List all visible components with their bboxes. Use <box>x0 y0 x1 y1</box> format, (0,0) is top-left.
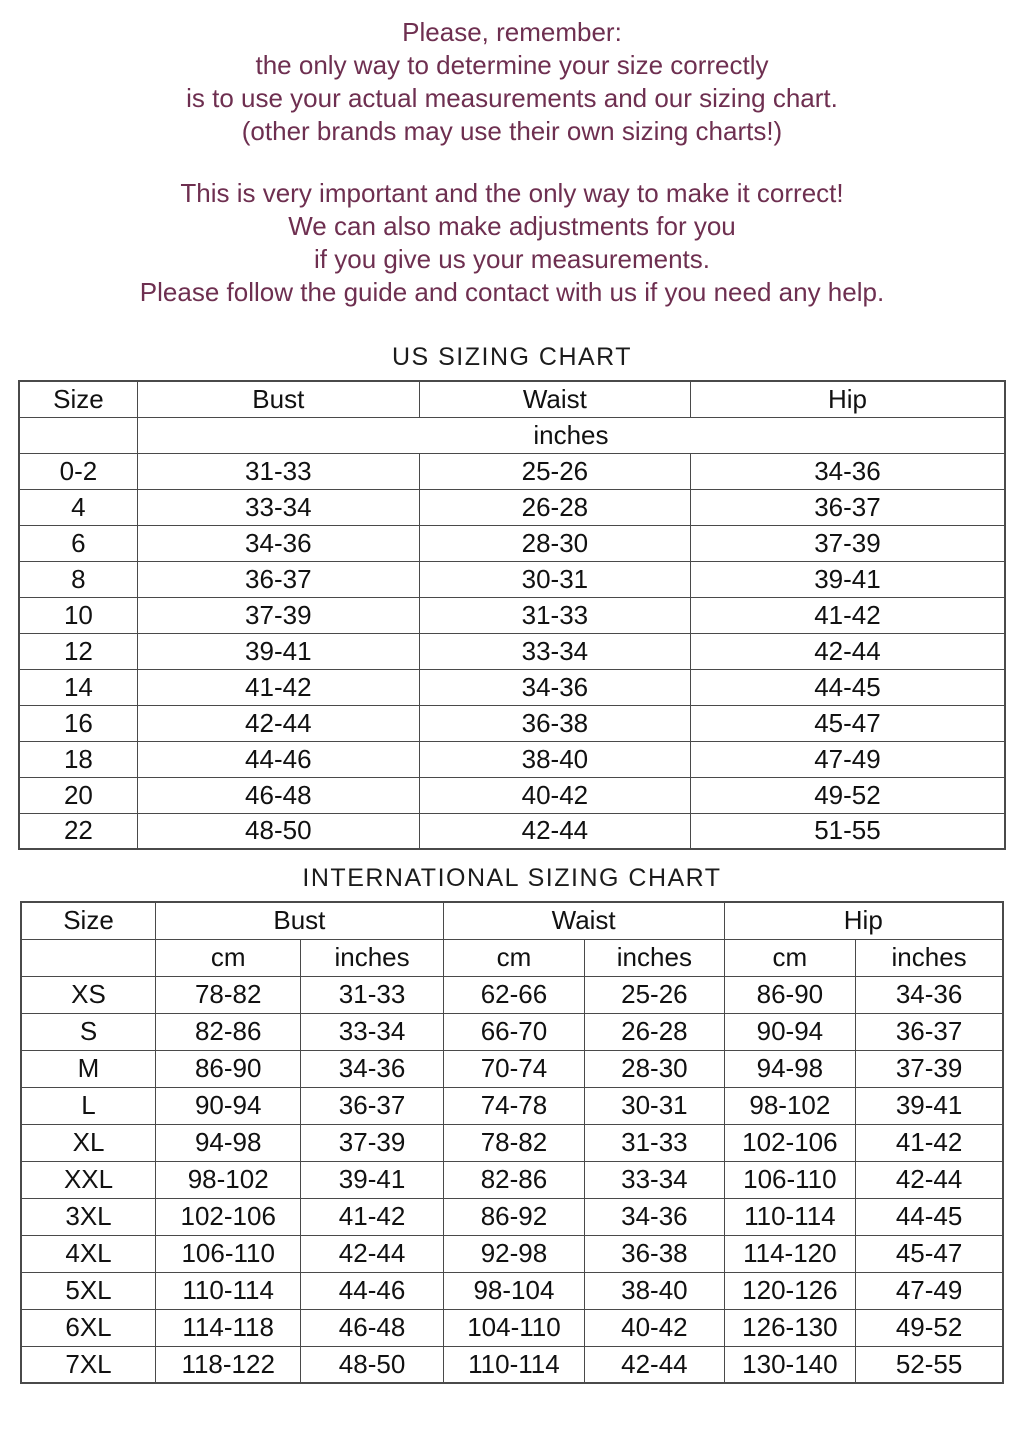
us-col-header-bust: Bust <box>137 381 419 417</box>
intl-hip-inches-cell: 44-45 <box>856 1198 1003 1235</box>
intl-waist-cm-cell: 86-92 <box>443 1198 584 1235</box>
us-bust-cell: 36-37 <box>137 561 419 597</box>
us-bust-cell: 48-50 <box>137 813 419 849</box>
us-col-header-waist: Waist <box>419 381 690 417</box>
intl-sizing-table <box>20 901 1004 1384</box>
intl-bust-inches-cell: 36-37 <box>301 1087 443 1124</box>
intl-bust-inches-cell: 33-34 <box>301 1013 443 1050</box>
intl-hip-inches-cell: 36-37 <box>856 1013 1003 1050</box>
us-size-cell: 10 <box>19 597 137 633</box>
intl-bust-inches-cell: 39-41 <box>301 1161 443 1198</box>
intl-col-header-hip: Hip <box>724 902 1003 939</box>
intl-hip-inches-cell: 39-41 <box>856 1087 1003 1124</box>
intl-unit-hip-cm: cm <box>724 939 856 976</box>
intl-col-header-size: Size <box>21 902 156 939</box>
intl-unit-row-empty-cell <box>21 939 156 976</box>
intro-line: if you give us your measurements. <box>314 244 710 274</box>
intl-row <box>21 1124 1003 1161</box>
intl-unit-bust-inches: inches <box>301 939 443 976</box>
intl-row <box>21 1013 1003 1050</box>
us-bust-cell: 34-36 <box>137 525 419 561</box>
us-size-cell: 6 <box>19 525 137 561</box>
intl-bust-inches-cell: 31-33 <box>301 976 443 1013</box>
intl-waist-cm-cell: 104-110 <box>443 1309 584 1346</box>
intl-size-cell: 4XL <box>21 1235 156 1272</box>
intl-bust-cm-cell: 118-122 <box>156 1346 301 1383</box>
us-size-cell: 22 <box>19 813 137 849</box>
intro-line: This is very important and the only way to make it correct! <box>180 178 844 208</box>
us-header-row <box>19 381 1005 417</box>
intl-waist-inches-cell: 42-44 <box>585 1346 724 1383</box>
intl-size-cell: XXL <box>21 1161 156 1198</box>
intl-hip-inches-cell: 45-47 <box>856 1235 1003 1272</box>
intl-row <box>21 1272 1003 1309</box>
intl-bust-inches-cell: 41-42 <box>301 1198 443 1235</box>
us-waist-cell: 38-40 <box>419 741 690 777</box>
intl-hip-inches-cell: 49-52 <box>856 1309 1003 1346</box>
intl-hip-inches-cell: 47-49 <box>856 1272 1003 1309</box>
intl-waist-cm-cell: 98-104 <box>443 1272 584 1309</box>
intl-waist-cm-cell: 70-74 <box>443 1050 584 1087</box>
us-waist-cell: 26-28 <box>419 489 690 525</box>
intl-waist-inches-cell: 38-40 <box>585 1272 724 1309</box>
us-row <box>19 669 1005 705</box>
intro-paragraph-2 <box>0 177 1024 309</box>
intro-line: We can also make adjustments for you <box>288 211 736 241</box>
intl-unit-row <box>21 939 1003 976</box>
intl-size-cell: 3XL <box>21 1198 156 1235</box>
intl-bust-cm-cell: 94-98 <box>156 1124 301 1161</box>
us-chart-title: US SIZING CHART <box>391 343 633 371</box>
intl-hip-cm-cell: 126-130 <box>724 1309 856 1346</box>
us-bust-cell: 31-33 <box>137 453 419 489</box>
intl-bust-cm-cell: 106-110 <box>156 1235 301 1272</box>
intl-hip-inches-cell: 52-55 <box>856 1346 1003 1383</box>
us-size-cell: 20 <box>19 777 137 813</box>
intl-hip-cm-cell: 94-98 <box>724 1050 856 1087</box>
us-row <box>19 453 1005 489</box>
intl-waist-inches-cell: 26-28 <box>585 1013 724 1050</box>
intl-unit-hip-inches: inches <box>856 939 1003 976</box>
us-sizing-table <box>18 380 1006 850</box>
intl-header-row <box>21 902 1003 939</box>
us-waist-cell: 36-38 <box>419 705 690 741</box>
us-row <box>19 741 1005 777</box>
intl-row <box>21 1346 1003 1383</box>
us-row <box>19 705 1005 741</box>
intro-line: (other brands may use their own sizing charts!) <box>241 116 783 146</box>
intl-bust-cm-cell: 90-94 <box>156 1087 301 1124</box>
intl-bust-cm-cell: 82-86 <box>156 1013 301 1050</box>
us-bust-cell: 39-41 <box>137 633 419 669</box>
intl-unit-waist-cm: cm <box>443 939 584 976</box>
us-bust-cell: 37-39 <box>137 597 419 633</box>
us-hip-cell: 51-55 <box>690 813 1005 849</box>
us-size-cell: 12 <box>19 633 137 669</box>
us-bust-cell: 33-34 <box>137 489 419 525</box>
us-hip-cell: 34-36 <box>690 453 1005 489</box>
intl-col-header-bust: Bust <box>156 902 444 939</box>
intl-row <box>21 1161 1003 1198</box>
intl-bust-inches-cell: 48-50 <box>301 1346 443 1383</box>
intl-waist-cm-cell: 74-78 <box>443 1087 584 1124</box>
us-size-cell: 14 <box>19 669 137 705</box>
intl-waist-inches-cell: 28-30 <box>585 1050 724 1087</box>
intl-size-cell: L <box>21 1087 156 1124</box>
us-hip-cell: 39-41 <box>690 561 1005 597</box>
intl-row <box>21 1087 1003 1124</box>
intl-bust-cm-cell: 110-114 <box>156 1272 301 1309</box>
intl-row <box>21 1235 1003 1272</box>
us-unit-label: inches <box>137 417 1005 453</box>
intl-waist-inches-cell: 36-38 <box>585 1235 724 1272</box>
us-row <box>19 813 1005 849</box>
intl-row <box>21 1050 1003 1087</box>
us-col-header-size: Size <box>19 381 137 417</box>
intl-waist-inches-cell: 40-42 <box>585 1309 724 1346</box>
intl-waist-cm-cell: 62-66 <box>443 976 584 1013</box>
intl-size-cell: 7XL <box>21 1346 156 1383</box>
intl-bust-inches-cell: 37-39 <box>301 1124 443 1161</box>
intl-size-cell: XS <box>21 976 156 1013</box>
us-row <box>19 525 1005 561</box>
us-waist-cell: 34-36 <box>419 669 690 705</box>
us-waist-cell: 30-31 <box>419 561 690 597</box>
intro-line: Please, remember: <box>402 17 622 47</box>
intl-bust-inches-cell: 34-36 <box>301 1050 443 1087</box>
intl-waist-inches-cell: 30-31 <box>585 1087 724 1124</box>
intl-waist-cm-cell: 82-86 <box>443 1161 584 1198</box>
us-hip-cell: 42-44 <box>690 633 1005 669</box>
intl-hip-cm-cell: 90-94 <box>724 1013 856 1050</box>
intl-waist-inches-cell: 34-36 <box>585 1198 724 1235</box>
intl-bust-cm-cell: 98-102 <box>156 1161 301 1198</box>
intl-size-cell: XL <box>21 1124 156 1161</box>
intl-bust-cm-cell: 114-118 <box>156 1309 301 1346</box>
us-size-cell: 18 <box>19 741 137 777</box>
intl-unit-waist-inches: inches <box>585 939 724 976</box>
intl-hip-cm-cell: 102-106 <box>724 1124 856 1161</box>
intl-hip-inches-cell: 37-39 <box>856 1050 1003 1087</box>
us-row <box>19 633 1005 669</box>
us-size-cell: 16 <box>19 705 137 741</box>
intl-hip-cm-cell: 130-140 <box>724 1346 856 1383</box>
intl-waist-cm-cell: 110-114 <box>443 1346 584 1383</box>
us-waist-cell: 31-33 <box>419 597 690 633</box>
intl-waist-inches-cell: 31-33 <box>585 1124 724 1161</box>
us-bust-cell: 42-44 <box>137 705 419 741</box>
intl-hip-cm-cell: 110-114 <box>724 1198 856 1235</box>
us-row <box>19 489 1005 525</box>
intro-line: Please follow the guide and contact with us if you need any help. <box>139 277 885 307</box>
intl-size-cell: M <box>21 1050 156 1087</box>
intl-waist-inches-cell: 33-34 <box>585 1161 724 1198</box>
intl-hip-inches-cell: 34-36 <box>856 976 1003 1013</box>
intl-bust-cm-cell: 78-82 <box>156 976 301 1013</box>
us-hip-cell: 41-42 <box>690 597 1005 633</box>
intl-size-cell: S <box>21 1013 156 1050</box>
us-hip-cell: 37-39 <box>690 525 1005 561</box>
intro-line: is to use your actual measurements and our sizing chart. <box>186 83 838 113</box>
us-col-header-hip: Hip <box>690 381 1005 417</box>
intl-bust-cm-cell: 86-90 <box>156 1050 301 1087</box>
intro-paragraph-1 <box>0 16 1024 148</box>
intl-hip-cm-cell: 114-120 <box>724 1235 856 1272</box>
intl-bust-inches-cell: 44-46 <box>301 1272 443 1309</box>
intl-bust-cm-cell: 102-106 <box>156 1198 301 1235</box>
intl-hip-inches-cell: 42-44 <box>856 1161 1003 1198</box>
us-row <box>19 777 1005 813</box>
intl-hip-inches-cell: 41-42 <box>856 1124 1003 1161</box>
us-size-cell: 8 <box>19 561 137 597</box>
intl-hip-cm-cell: 120-126 <box>724 1272 856 1309</box>
intl-bust-inches-cell: 46-48 <box>301 1309 443 1346</box>
us-hip-cell: 49-52 <box>690 777 1005 813</box>
us-waist-cell: 28-30 <box>419 525 690 561</box>
intl-waist-inches-cell: 25-26 <box>585 976 724 1013</box>
us-bust-cell: 41-42 <box>137 669 419 705</box>
intl-waist-cm-cell: 92-98 <box>443 1235 584 1272</box>
intro-text-block <box>0 0 1024 309</box>
us-size-cell: 0-2 <box>19 453 137 489</box>
intl-hip-cm-cell: 98-102 <box>724 1087 856 1124</box>
us-unit-row-empty-cell <box>19 417 137 453</box>
intl-col-header-waist: Waist <box>443 902 724 939</box>
intl-size-cell: 5XL <box>21 1272 156 1309</box>
us-waist-cell: 25-26 <box>419 453 690 489</box>
intl-bust-inches-cell: 42-44 <box>301 1235 443 1272</box>
intl-waist-cm-cell: 66-70 <box>443 1013 584 1050</box>
intl-row <box>21 1309 1003 1346</box>
us-unit-row <box>19 417 1005 453</box>
us-row <box>19 561 1005 597</box>
intl-hip-cm-cell: 106-110 <box>724 1161 856 1198</box>
intl-waist-cm-cell: 78-82 <box>443 1124 584 1161</box>
us-size-cell: 4 <box>19 489 137 525</box>
us-bust-cell: 46-48 <box>137 777 419 813</box>
us-hip-cell: 36-37 <box>690 489 1005 525</box>
us-hip-cell: 44-45 <box>690 669 1005 705</box>
intl-hip-cm-cell: 86-90 <box>724 976 856 1013</box>
intl-row <box>21 1198 1003 1235</box>
intl-chart-title: INTERNATIONAL SIZING CHART <box>302 864 722 892</box>
intl-size-cell: 6XL <box>21 1309 156 1346</box>
us-waist-cell: 40-42 <box>419 777 690 813</box>
us-hip-cell: 45-47 <box>690 705 1005 741</box>
us-waist-cell: 33-34 <box>419 633 690 669</box>
intl-row <box>21 976 1003 1013</box>
us-bust-cell: 44-46 <box>137 741 419 777</box>
intro-line: the only way to determine your size correctly <box>255 50 769 80</box>
us-hip-cell: 47-49 <box>690 741 1005 777</box>
intl-unit-bust-cm: cm <box>156 939 301 976</box>
us-waist-cell: 42-44 <box>419 813 690 849</box>
us-row <box>19 597 1005 633</box>
